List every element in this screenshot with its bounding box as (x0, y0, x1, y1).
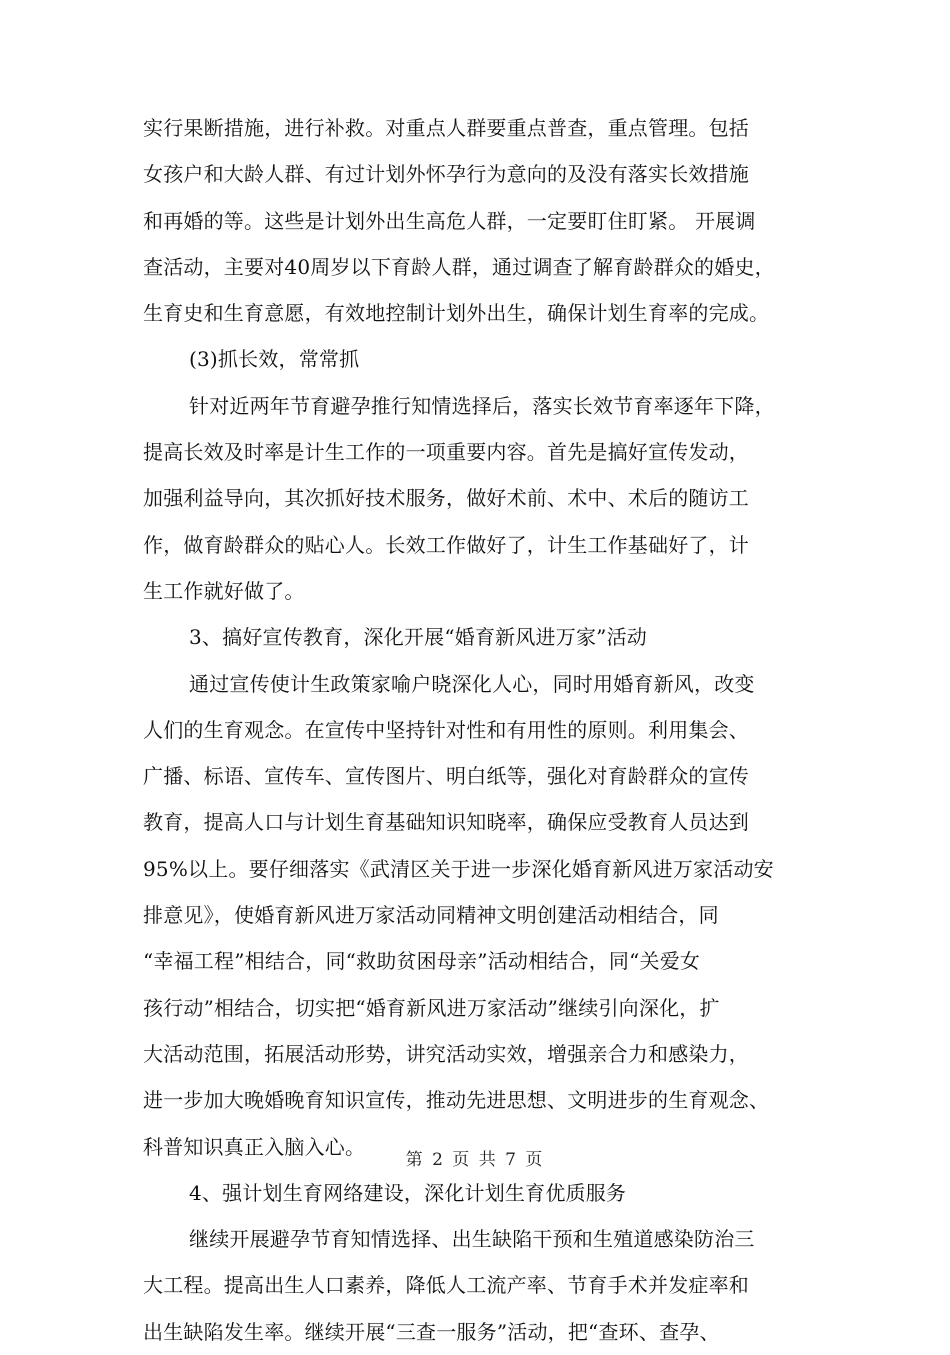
text-line: 通过宣传使计生政策家喻户晓深化人心，同时用婚育新风，改变 (189, 671, 755, 696)
text-line: 查活动，主要对40周岁以下育龄人群，通过调查了解育龄群众的婚史， (143, 254, 775, 279)
text-line: 继续开展避孕节育知情选择、出生缺陷干预和生殖道感染防治三 (189, 1227, 755, 1252)
text-line: 进一步加大晚婚晚育知识宣传，推动先进思想、文明进步的生育观念、 (143, 1088, 770, 1113)
text-line: 生工作就好做了。 (143, 578, 305, 603)
text-line: “幸福工程”相结合，同“救助贫困母亲”活动相结合，同“关爱女 (143, 949, 701, 974)
text-line: 教育，提高人口与计划生育基础知识知晓率，确保应受教育人员达到 (143, 810, 749, 835)
text-line: 大工程。提高出生人口素养，降低人工流产率、节育手术并发症率和 (143, 1273, 749, 1298)
text-line: 孩行动”相结合，切实把“婚育新风进万家活动”继续引向深化，扩 (143, 995, 720, 1020)
text-line: 大活动范围，拓展活动形势，讲究活动实效，增强亲合力和感染力， (143, 1041, 749, 1066)
text-line: 针对近两年节育避孕推行知情选择后，落实长效节育率逐年下降， (189, 393, 775, 418)
text-line: 实行果断措施，进行补救。对重点人群要重点普查，重点管理。包括 (143, 116, 749, 140)
text-line: 人们的生育观念。在宣传中坚持针对性和有用性的原则。利用集会、 (143, 717, 749, 742)
text-line: 3、搞好宣传教育，深化开展“婚育新风进万家”活动 (189, 625, 647, 650)
text-line: 广播、标语、宣传车、宣传图片、明白纸等，强化对育龄群众的宣传 (143, 764, 749, 789)
text-line: 95%以上。要仔细落实《武清区关于进一步深化婚育新风进万家活动安 (143, 856, 774, 881)
text-line: 女孩户和大龄人群、有过计划外怀孕行为意向的及没有落实长效措施 (143, 162, 749, 187)
text-line: 生育史和生育意愿，有效地控制计划外出生，确保计划生育率的完成。 (143, 301, 770, 326)
text-line: (3)抓长效，常常抓 (189, 347, 360, 372)
text-line: 4、强计划生育网络建设，深化计划生育优质服务 (189, 1180, 627, 1205)
text-line: 作，做育龄群众的贴心人。长效工作做好了，计生工作基础好了，计 (143, 532, 749, 557)
text-line: 和再婚的等。这些是计划外出生高危人群，一定要盯住盯紧。 开展调 (143, 208, 756, 233)
text-line: 科普知识真正入脑入心。 (143, 1134, 366, 1159)
text-line: 出生缺陷发生率。继续开展“三查一服务”活动，把“查环、查孕、 (143, 1319, 720, 1344)
text-line: 提高长效及时率是计生工作的一项重要内容。首先是搞好宣传发动， (143, 440, 749, 465)
text-line: 加强利益导向，其次抓好技术服务，做好术前、术中、术后的随访工 (143, 486, 749, 511)
page-footer: 第 2 页 共 7 页 (405, 1150, 545, 1170)
text-line: 排意见》，使婚育新风进万家活动同精神文明创建活动相结合，同 (143, 903, 719, 928)
